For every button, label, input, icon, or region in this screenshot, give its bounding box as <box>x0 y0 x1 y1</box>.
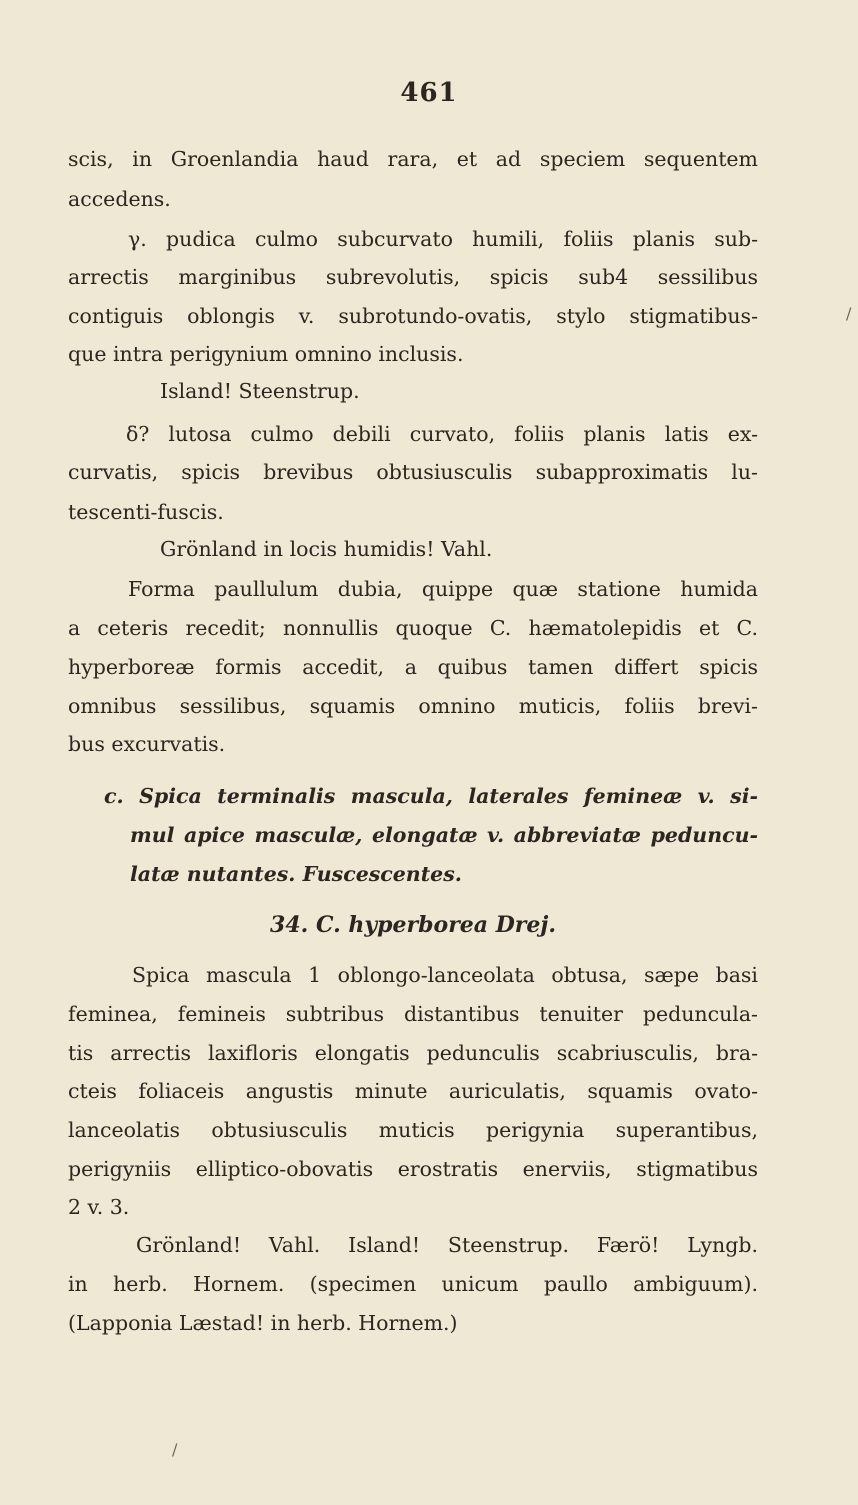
text-line: accedens. <box>68 187 171 211</box>
text-line: hyperboreæ formis accedit, a quibus tamen differt spicis <box>68 655 758 679</box>
margin-mark: / <box>172 1440 178 1459</box>
locality-line: Island! Steenstrup. <box>160 379 360 403</box>
text-line: bus excurvatis. <box>68 732 226 756</box>
text-line: a ceteris recedit; nonnullis quoque C. hæmatolepidis et C. <box>68 616 758 640</box>
variety-gamma-heading: γ. pudica culmo subcurvato humili, foliis planis sub- <box>128 227 758 251</box>
text-line: arrectis marginibus subrevolutis, spicis sub4 sessilibus <box>68 265 758 289</box>
text-line: 2 v. 3. <box>68 1195 130 1219</box>
text-line: feminea, femineis subtribus distantibus tenuiter peduncula- <box>68 1002 758 1026</box>
section-c-heading-end: latæ nutantes. Fuscescentes. <box>130 862 462 886</box>
text-line: tescenti-fuscis. <box>68 500 224 524</box>
text-line: lanceolatis obtusiusculis muticis perigynia superantibus, <box>68 1118 758 1142</box>
text-line: Spica mascula 1 oblongo-lanceolata obtusa, sæpe basi <box>132 963 758 987</box>
species-heading: 34. C. hyperborea Drej. <box>270 912 556 938</box>
locality-line: Grönland in locis humidis! Vahl. <box>160 537 493 561</box>
section-c-heading-cont: mul apice masculæ, elongatæ v. abbreviatæ peduncu- <box>130 823 758 847</box>
text-line: (Lapponia Læstad! in herb. Hornem.) <box>68 1311 458 1335</box>
locality-line: Grönland! Vahl. Island! Steenstrup. Færö! Lyngb. <box>136 1233 758 1257</box>
text-line: cteis foliaceis angustis minute auriculatis, squamis ovato- <box>68 1079 758 1103</box>
text-line: Forma paullulum dubia, quippe quæ statione humida <box>128 577 758 601</box>
text-line: omnibus sessilibus, squamis omnino muticis, foliis brevi- <box>68 694 758 718</box>
text-line: in herb. Hornem. (specimen unicum paullo ambiguum). <box>68 1272 758 1296</box>
text-line: tis arrectis laxifloris elongatis pedunculis scabriusculis, bra- <box>68 1041 758 1065</box>
page-number: 461 <box>400 78 458 108</box>
text-line: contiguis oblongis v. subrotundo-ovatis, stylo stigmatibus- <box>68 304 758 328</box>
text-line: curvatis, spicis brevibus obtusiusculis subapproximatis lu- <box>68 460 758 484</box>
variety-delta-heading: δ? lutosa culmo debili curvato, foliis planis latis ex- <box>126 422 758 446</box>
margin-mark: / <box>846 304 852 323</box>
text-line: scis, in Groenlandia haud rara, et ad speciem sequentem <box>68 147 758 171</box>
section-c-heading: c. Spica terminalis mascula, laterales femineæ v. si- <box>104 784 758 808</box>
text-line: perigyniis elliptico-obovatis erostratis enerviis, stigmatibus <box>68 1157 758 1181</box>
text-line: que intra perigynium omnino inclusis. <box>68 342 464 366</box>
